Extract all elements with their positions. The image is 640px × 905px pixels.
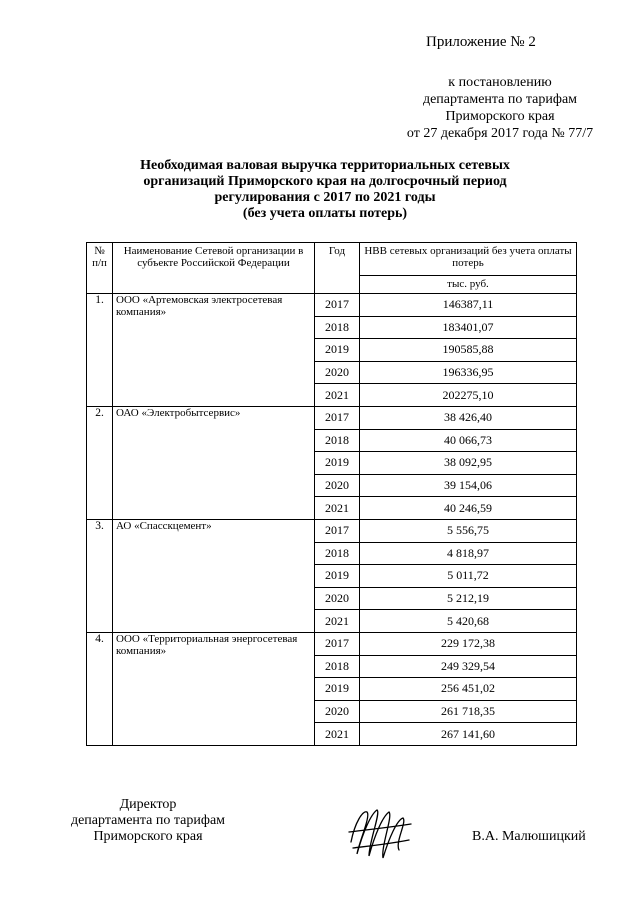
table-row [87, 519, 577, 542]
year-cell: 2018 [315, 542, 360, 565]
value-cell: 39 154,06 [360, 474, 577, 497]
year-cell: 2017 [315, 632, 360, 655]
year-cell: 2020 [315, 587, 360, 610]
org-number: 3. [87, 519, 113, 632]
year-cell: 2020 [315, 361, 360, 384]
header-value: НВВ сетевых организаций без учета оплаты потерь [360, 243, 577, 276]
table-row [87, 632, 577, 655]
value-cell: 40 066,73 [360, 429, 577, 452]
value-cell: 190585,88 [360, 339, 577, 362]
org-number: 1. [87, 294, 113, 407]
title-line: организаций Приморского края на долгосрочный период [143, 174, 507, 189]
year-cell: 2019 [315, 452, 360, 475]
value-cell: 256 451,02 [360, 678, 577, 701]
handwritten-signature [345, 802, 415, 864]
value-cell: 196336,95 [360, 361, 577, 384]
header-name: Наименование Сетевой организации в субъекте Российской Федерации [113, 243, 315, 294]
table-body [87, 294, 577, 746]
table-row [87, 406, 577, 429]
value-cell: 261 718,35 [360, 700, 577, 723]
director-position [48, 797, 248, 845]
org-name: ООО «Артемовская электросетевая компания» [113, 294, 315, 407]
header-year: Год [315, 243, 360, 294]
value-cell: 38 092,95 [360, 452, 577, 475]
position-line: Приморского края [93, 829, 203, 844]
resolution-line: Приморского края [445, 109, 555, 124]
year-cell: 2018 [315, 316, 360, 339]
year-cell: 2018 [315, 655, 360, 678]
year-cell: 2018 [315, 429, 360, 452]
title-line: Необходимая валовая выручка территориальных сетевых [140, 158, 510, 173]
year-cell: 2019 [315, 678, 360, 701]
position-line: департамента по тарифам [70, 813, 226, 828]
resolution-reference [370, 74, 630, 142]
org-name: АО «Спасскцемент» [113, 519, 315, 632]
year-cell: 2017 [315, 294, 360, 317]
year-cell: 2017 [315, 519, 360, 542]
year-cell: 2019 [315, 339, 360, 362]
value-cell: 38 426,40 [360, 406, 577, 429]
table-row [87, 294, 577, 317]
org-number: 4. [87, 632, 113, 745]
value-cell: 5 011,72 [360, 565, 577, 588]
value-cell: 5 212,19 [360, 587, 577, 610]
resolution-line: к постановлению [448, 75, 552, 90]
year-cell: 2021 [315, 384, 360, 407]
revenue-table [86, 242, 577, 746]
value-cell: 183401,07 [360, 316, 577, 339]
header-unit: тыс. руб. [360, 276, 577, 294]
resolution-line: департамента по тарифам [422, 92, 578, 107]
value-cell: 5 556,75 [360, 519, 577, 542]
year-cell: 2017 [315, 406, 360, 429]
year-cell: 2021 [315, 497, 360, 520]
org-name: ООО «Территориальная энергосетевая компания» [113, 632, 315, 745]
year-cell: 2020 [315, 474, 360, 497]
document-title [100, 158, 550, 222]
value-cell: 4 818,97 [360, 542, 577, 565]
resolution-line: от 27 декабря 2017 года № 77/7 [406, 126, 594, 141]
value-cell: 5 420,68 [360, 610, 577, 633]
year-cell: 2019 [315, 565, 360, 588]
value-cell: 202275,10 [360, 384, 577, 407]
value-cell: 229 172,38 [360, 632, 577, 655]
year-cell: 2020 [315, 700, 360, 723]
year-cell: 2021 [315, 610, 360, 633]
title-line: регулирования с 2017 по 2021 годы [214, 190, 436, 205]
org-number: 2. [87, 406, 113, 519]
signer-name: В.А. Малюшицкий [472, 829, 586, 844]
value-cell: 267 141,60 [360, 723, 577, 746]
value-cell: 146387,11 [360, 294, 577, 317]
position-line: Директор [119, 797, 177, 812]
value-cell: 40 246,59 [360, 497, 577, 520]
org-name: ОАО «Электробытсервис» [113, 406, 315, 519]
value-cell: 249 329,54 [360, 655, 577, 678]
title-line: (без учета оплаты потерь) [242, 206, 408, 221]
appendix-number: Приложение № 2 [426, 34, 536, 50]
header-num: № п/п [87, 243, 113, 294]
year-cell: 2021 [315, 723, 360, 746]
